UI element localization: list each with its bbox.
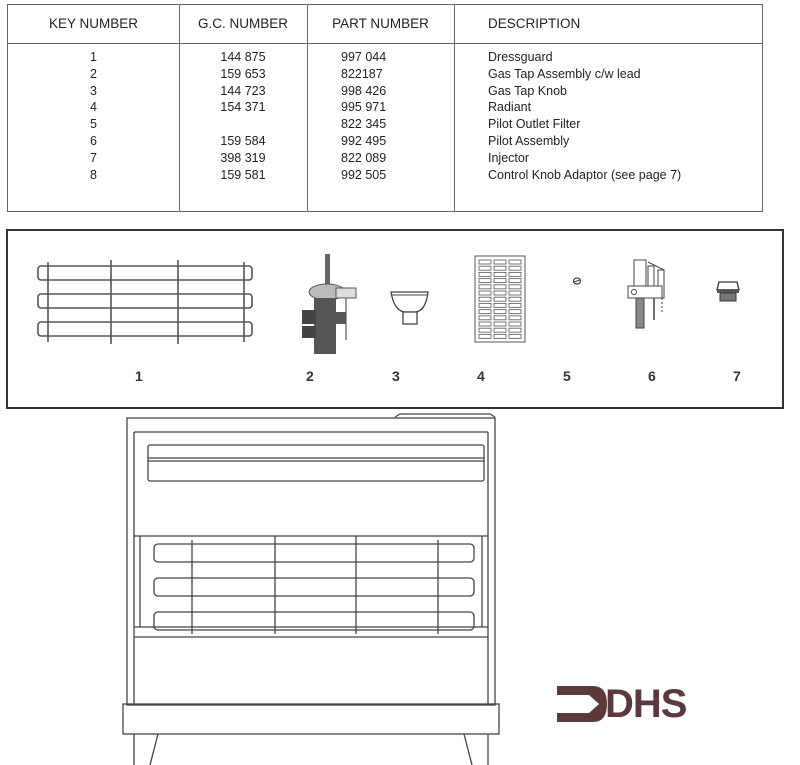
radiant-icon — [474, 255, 526, 343]
table-cell-key: 5 — [90, 117, 97, 132]
table-cell-part: 992 505 — [341, 167, 387, 182]
table-cell-description: Radiant — [488, 100, 532, 115]
table-cell-description: Dressguard — [488, 50, 553, 64]
table-cell-gc: 144 875 — [220, 50, 266, 64]
gas-tap-assembly-icon — [296, 250, 360, 360]
header-part-number: PART NUMBER — [332, 16, 429, 31]
table-cell-gc: 398 319 — [220, 150, 266, 165]
table-cell-gc: 144 723 — [220, 83, 266, 98]
table-cell-gc: 159 581 — [220, 167, 266, 182]
header-divider — [8, 43, 762, 44]
part-label-5: 5 — [563, 368, 571, 384]
table-cell-part: 822 089 — [341, 150, 387, 165]
table-cell-key: 6 — [90, 134, 97, 148]
table-cell-part: 992 495 — [341, 134, 387, 148]
table-cell-gc: 159 653 — [220, 66, 266, 81]
injector-icon — [716, 280, 740, 302]
gas-tap-knob-icon — [390, 290, 430, 326]
dhs-logo-text: DHS — [605, 682, 687, 726]
table-cell-key: 2 — [90, 66, 97, 81]
header-key-number: KEY NUMBER — [48, 16, 139, 31]
table-cell-gc: 159 584 — [220, 134, 266, 148]
table-cell-description: Gas Tap Assembly c/w lead — [488, 66, 641, 81]
part-label-7: 7 — [733, 368, 741, 384]
table-cell-description: Gas Tap Knob — [488, 83, 567, 98]
table-cell-part: 822187 — [341, 66, 383, 81]
parts-table — [7, 4, 763, 212]
table-cell-key: 8 — [90, 167, 97, 182]
part-label-3: 3 — [392, 368, 400, 384]
header-description: DESCRIPTION — [488, 16, 581, 31]
dressguard-icon — [34, 258, 256, 346]
table-cell-description: Injector — [488, 150, 529, 165]
dhs-logo — [555, 682, 695, 731]
part-label-6: 6 — [648, 368, 656, 384]
table-cell-part: 822 345 — [341, 117, 387, 132]
header-gc-number: G.C. NUMBER — [197, 16, 288, 31]
part-label-2: 2 — [306, 368, 314, 384]
table-cell-key: 1 — [90, 50, 97, 64]
part-label-1: 1 — [135, 368, 143, 384]
table-cell-key: 7 — [90, 150, 97, 165]
table-cell-key: 4 — [90, 100, 97, 115]
table-cell-description: Pilot Assembly — [488, 134, 570, 148]
heater-front-diagram — [120, 412, 512, 765]
column-divider — [454, 5, 455, 211]
table-cell-part: 997 044 — [341, 50, 387, 64]
pilot-assembly-icon — [624, 258, 674, 330]
table-cell-description: Pilot Outlet Filter — [488, 117, 581, 132]
table-cell-part: 998 426 — [341, 83, 387, 98]
table-cell-key: 3 — [90, 83, 97, 98]
table-cell-part: 995 971 — [341, 100, 387, 115]
table-cell-gc: 154 371 — [220, 100, 266, 115]
pilot-outlet-filter-icon — [572, 276, 582, 286]
part-label-4: 4 — [477, 368, 485, 384]
table-cell-description: Control Knob Adaptor (see page 7) — [488, 167, 682, 182]
